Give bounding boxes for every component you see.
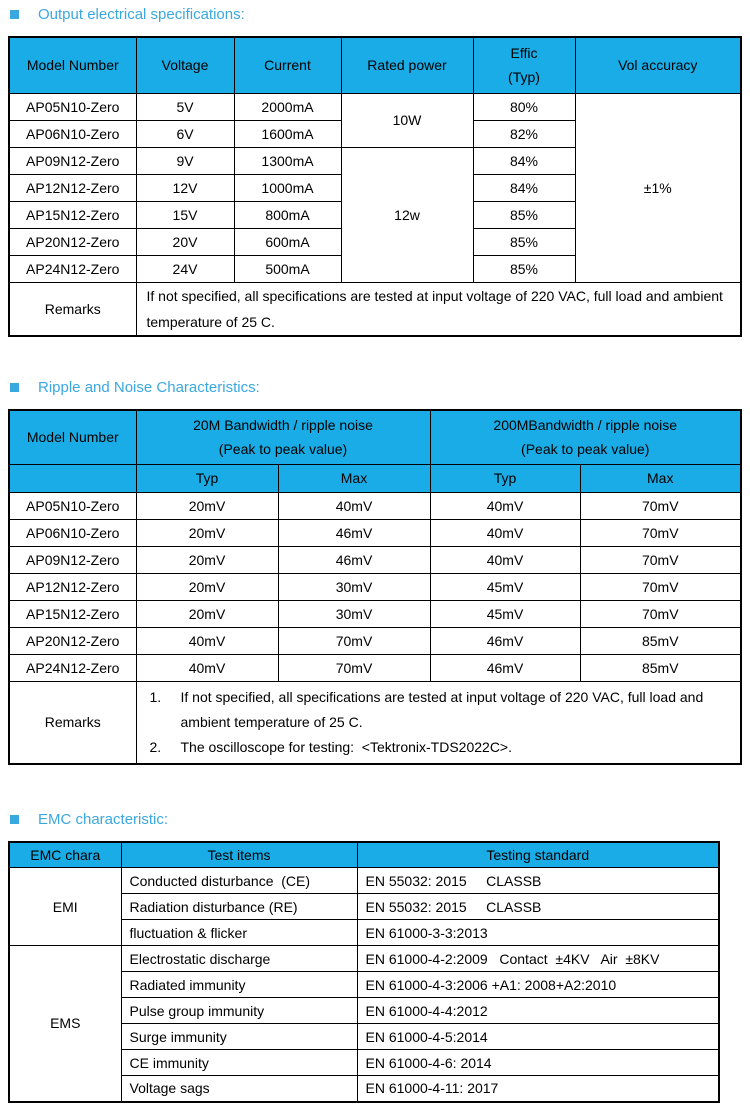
- col-header-voltage: Voltage: [136, 37, 234, 93]
- test-item-cell: Electrostatic discharge: [121, 946, 357, 972]
- standard-cell: EN 61000-4-6: 2014: [357, 1050, 719, 1076]
- standard-cell: EN 61000-4-3:2006 +A1: 2008+A2:2010: [357, 972, 719, 998]
- current-cell: 1300mA: [234, 147, 341, 174]
- model-cell: AP05N10-Zero: [9, 93, 136, 120]
- col-header-max-200m: Max: [580, 464, 741, 492]
- empty-header-cell: [9, 464, 136, 492]
- table-row: [9, 627, 741, 654]
- typ20-cell: 20mV: [136, 600, 278, 627]
- col-header-200m-bandwidth: [430, 410, 741, 464]
- current-cell: 1000mA: [234, 174, 341, 201]
- effic-line1: Effic: [510, 45, 538, 62]
- remarks-item: [137, 685, 741, 735]
- table-row: [9, 946, 719, 972]
- voltage-cell: 9V: [136, 147, 234, 174]
- col-header-typ-200m: Typ: [430, 464, 580, 492]
- remarks-item-text: The oscilloscope for testing: <Tektronix-TDS2022C>.: [180, 738, 512, 755]
- col-header-model: Model Number: [9, 37, 136, 93]
- typ20-cell: 20mV: [136, 492, 278, 519]
- current-cell: 500mA: [234, 255, 341, 282]
- remarks-text: If not specified, all specifications are tested at input voltage of 220 VAC, full load and ambient temperature of 25 C.: [136, 282, 741, 336]
- model-cell: AP15N12-Zero: [9, 201, 136, 228]
- section-heading: [10, 6, 750, 23]
- test-item-cell: CE immunity: [121, 1050, 357, 1076]
- model-cell: AP05N10-Zero: [9, 492, 136, 519]
- table-row: [9, 573, 741, 600]
- col-header-test-items: Test items: [121, 842, 357, 868]
- effic-cell: 85%: [473, 228, 575, 255]
- max200-cell: 70mV: [580, 492, 741, 519]
- current-cell: 600mA: [234, 228, 341, 255]
- table-row: [9, 93, 741, 120]
- square-bullet-icon: [10, 10, 19, 19]
- bw200-subtitle: (Peak to peak value): [521, 441, 650, 458]
- voltage-cell: 5V: [136, 93, 234, 120]
- effic-cell: 84%: [473, 147, 575, 174]
- remarks-label: Remarks: [9, 282, 136, 336]
- test-item-cell: Conducted disturbance (CE): [121, 868, 357, 894]
- section-heading: [10, 811, 750, 828]
- section-heading: [10, 379, 750, 396]
- model-cell: AP24N12-Zero: [9, 654, 136, 681]
- remarks-item-text: If not specified, all specifications are tested at input voltage of 220 VAC, full load and ambient temperature of 25 C.: [180, 688, 708, 730]
- col-header-vol-accuracy: Vol accuracy: [575, 37, 741, 93]
- model-cell: AP12N12-Zero: [9, 174, 136, 201]
- current-cell: 800mA: [234, 201, 341, 228]
- test-item-cell: Radiation disturbance (RE): [121, 894, 357, 920]
- col-header-effic: [473, 37, 575, 93]
- header-row: [9, 37, 741, 93]
- max200-cell: 85mV: [580, 654, 741, 681]
- max20-cell: 70mV: [278, 627, 430, 654]
- max20-cell: 70mV: [278, 654, 430, 681]
- header-row: [9, 842, 719, 868]
- table-row: [9, 600, 741, 627]
- header-row: [9, 410, 741, 464]
- bw20-subtitle: (Peak to peak value): [218, 441, 348, 458]
- emc-table: [8, 841, 720, 1103]
- max20-cell: 30mV: [278, 573, 430, 600]
- section-title: Ripple and Noise Characteristics:: [38, 379, 260, 396]
- standard-cell: EN 61000-4-4:2012: [357, 998, 719, 1024]
- standard-cell: EN 55032: 2015 CLASSB: [357, 868, 719, 894]
- typ200-cell: 40mV: [430, 492, 580, 519]
- col-header-rated-power: Rated power: [341, 37, 473, 93]
- voltage-cell: 6V: [136, 120, 234, 147]
- model-cell: AP24N12-Zero: [9, 255, 136, 282]
- model-cell: AP12N12-Zero: [9, 573, 136, 600]
- model-cell: AP09N12-Zero: [9, 546, 136, 573]
- bw20-title: 20M Bandwidth / ripple noise: [193, 417, 373, 434]
- effic-cell: 85%: [473, 201, 575, 228]
- ripple-noise-table: [8, 409, 742, 765]
- col-header-testing-standard: Testing standard: [357, 842, 719, 868]
- col-header-current: Current: [234, 37, 341, 93]
- section-output-specs: [0, 0, 750, 337]
- test-item-cell: Surge immunity: [121, 1024, 357, 1050]
- col-header-typ-20m: Typ: [136, 464, 278, 492]
- section-title: Output electrical specifications:: [38, 6, 245, 23]
- remarks-item-number: 1.: [149, 688, 162, 705]
- max200-cell: 70mV: [580, 546, 741, 573]
- remarks-row: [9, 681, 741, 764]
- col-header-emc-chara: EMC chara: [9, 842, 121, 868]
- current-cell: 2000mA: [234, 93, 341, 120]
- effic-line2: (Typ): [508, 69, 540, 86]
- output-spec-table: [8, 36, 742, 337]
- table-row: [9, 546, 741, 573]
- model-cell: AP09N12-Zero: [9, 147, 136, 174]
- voltage-cell: 20V: [136, 228, 234, 255]
- square-bullet-icon: [10, 815, 19, 824]
- typ20-cell: 20mV: [136, 546, 278, 573]
- vol-accuracy-cell: ±1%: [575, 93, 741, 282]
- model-cell: AP20N12-Zero: [9, 627, 136, 654]
- remarks-row: [9, 282, 741, 336]
- current-cell: 1600mA: [234, 120, 341, 147]
- max200-cell: 85mV: [580, 627, 741, 654]
- standard-cell: EN 61000-3-3:2013: [357, 920, 719, 946]
- voltage-cell: 24V: [136, 255, 234, 282]
- max20-cell: 40mV: [278, 492, 430, 519]
- model-cell: AP15N12-Zero: [9, 600, 136, 627]
- standard-cell: EN 61000-4-11: 2017: [357, 1076, 719, 1102]
- table-row: [9, 868, 719, 894]
- section-title: EMC characteristic:: [38, 810, 169, 828]
- remarks-content: [136, 681, 741, 764]
- typ200-cell: 46mV: [430, 654, 580, 681]
- col-header-model: Model Number: [9, 410, 136, 464]
- standard-cell: EN 61000-4-2:2009 Contact ±4KV Air ±8KV: [357, 946, 719, 972]
- table-row: [9, 492, 741, 519]
- typ20-cell: 20mV: [136, 573, 278, 600]
- col-header-20m-bandwidth: [136, 410, 430, 464]
- typ20-cell: 40mV: [136, 654, 278, 681]
- subheader-row: [9, 464, 741, 492]
- table-row: [9, 654, 741, 681]
- section-ripple-noise: [0, 379, 750, 765]
- effic-cell: 84%: [473, 174, 575, 201]
- section-emc: [0, 811, 750, 1103]
- voltage-cell: 12V: [136, 174, 234, 201]
- typ200-cell: 45mV: [430, 600, 580, 627]
- col-header-max-20m: Max: [278, 464, 430, 492]
- remarks-item: [137, 735, 741, 760]
- effic-cell: 80%: [473, 93, 575, 120]
- voltage-cell: 15V: [136, 201, 234, 228]
- max200-cell: 70mV: [580, 573, 741, 600]
- typ20-cell: 20mV: [136, 519, 278, 546]
- test-item-cell: Radiated immunity: [121, 972, 357, 998]
- remarks-item-number: 2.: [149, 738, 162, 755]
- table-row: [9, 519, 741, 546]
- standard-cell: EN 55032: 2015 CLASSB: [357, 894, 719, 920]
- emc-group-label: EMS: [9, 946, 121, 1102]
- model-cell: AP06N10-Zero: [9, 519, 136, 546]
- test-item-cell: Pulse group immunity: [121, 998, 357, 1024]
- effic-cell: 82%: [473, 120, 575, 147]
- typ200-cell: 40mV: [430, 519, 580, 546]
- emc-group-label: EMI: [9, 868, 121, 946]
- test-item-cell: Voltage sags: [121, 1076, 357, 1102]
- bw200-title: 200MBandwidth / ripple noise: [493, 417, 678, 434]
- typ20-cell: 40mV: [136, 627, 278, 654]
- typ200-cell: 45mV: [430, 573, 580, 600]
- typ200-cell: 46mV: [430, 627, 580, 654]
- max20-cell: 46mV: [278, 546, 430, 573]
- typ200-cell: 40mV: [430, 546, 580, 573]
- max200-cell: 70mV: [580, 519, 741, 546]
- remarks-label: Remarks: [9, 681, 136, 764]
- rated-power-cell: 10W: [341, 93, 473, 147]
- square-bullet-icon: [10, 383, 19, 392]
- test-item-cell: fluctuation & flicker: [121, 920, 357, 946]
- max20-cell: 30mV: [278, 600, 430, 627]
- model-cell: AP06N10-Zero: [9, 120, 136, 147]
- standard-cell: EN 61000-4-5:2014: [357, 1024, 719, 1050]
- max200-cell: 70mV: [580, 600, 741, 627]
- model-cell: AP20N12-Zero: [9, 228, 136, 255]
- effic-cell: 85%: [473, 255, 575, 282]
- rated-power-cell: 12w: [341, 147, 473, 282]
- remarks-list: [137, 682, 741, 763]
- max20-cell: 46mV: [278, 519, 430, 546]
